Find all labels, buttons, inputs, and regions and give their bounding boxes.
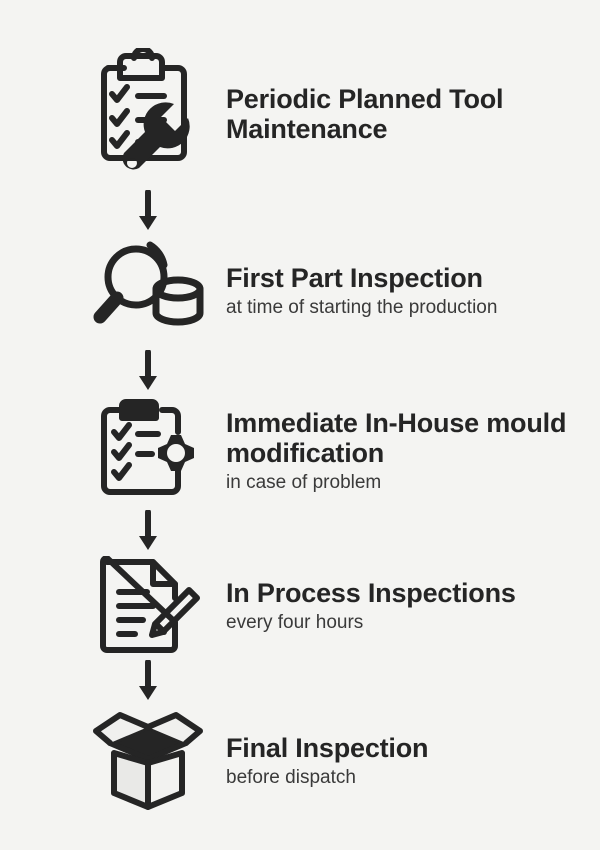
down-arrow-icon: [133, 350, 163, 392]
flow-step: [0, 552, 600, 660]
flow-connector-cell: [88, 660, 208, 702]
step-title: Immediate In-House mould modification: [226, 408, 567, 469]
clipboard-checklist-gear-icon: [90, 398, 206, 504]
flow-step-icon-cell: [88, 48, 208, 182]
flow-step-text-cell: [208, 578, 516, 633]
open-box-icon: [90, 709, 206, 813]
step-title: Final Inspection: [226, 733, 429, 764]
step-subtitle: every four hours: [226, 611, 364, 633]
flow-step-icon-cell: [88, 398, 208, 504]
down-arrow-icon: [133, 660, 163, 702]
flow-step: [0, 40, 600, 190]
step-subtitle: at time of starting the production: [226, 296, 498, 318]
flow-connector: [0, 190, 600, 232]
step-subtitle: before dispatch: [226, 766, 356, 788]
flow-step-text-cell: [208, 408, 600, 494]
document-pencil-icon: [93, 556, 203, 656]
flow-connector-cell: [88, 350, 208, 392]
flow-step: [0, 392, 600, 510]
step-title: First Part Inspection: [226, 263, 483, 294]
flow-connector: [0, 510, 600, 552]
flow-step-text-cell: [208, 84, 600, 146]
flow-connector-cell: [88, 510, 208, 552]
down-arrow-icon: [133, 190, 163, 232]
flow-step-text-cell: [208, 733, 428, 788]
down-arrow-icon: [133, 510, 163, 552]
flow-connector: [0, 350, 600, 392]
step-subtitle: in case of problem: [226, 471, 382, 493]
flow-connector-cell: [88, 190, 208, 232]
flow-connector: [0, 660, 600, 702]
magnifier-part-inspection-icon: [90, 239, 206, 343]
flow-step-text-cell: [208, 263, 497, 318]
flow-step-icon-cell: [88, 556, 208, 656]
step-title: In Process Inspections: [226, 578, 516, 609]
step-title: Periodic Planned Tool Maintenance: [226, 83, 504, 144]
flow-step-icon-cell: [88, 709, 208, 813]
flow-step: [0, 232, 600, 350]
flow-step-icon-cell: [88, 239, 208, 343]
flow-step: [0, 702, 600, 820]
clipboard-checklist-wrench-icon: [90, 48, 206, 182]
